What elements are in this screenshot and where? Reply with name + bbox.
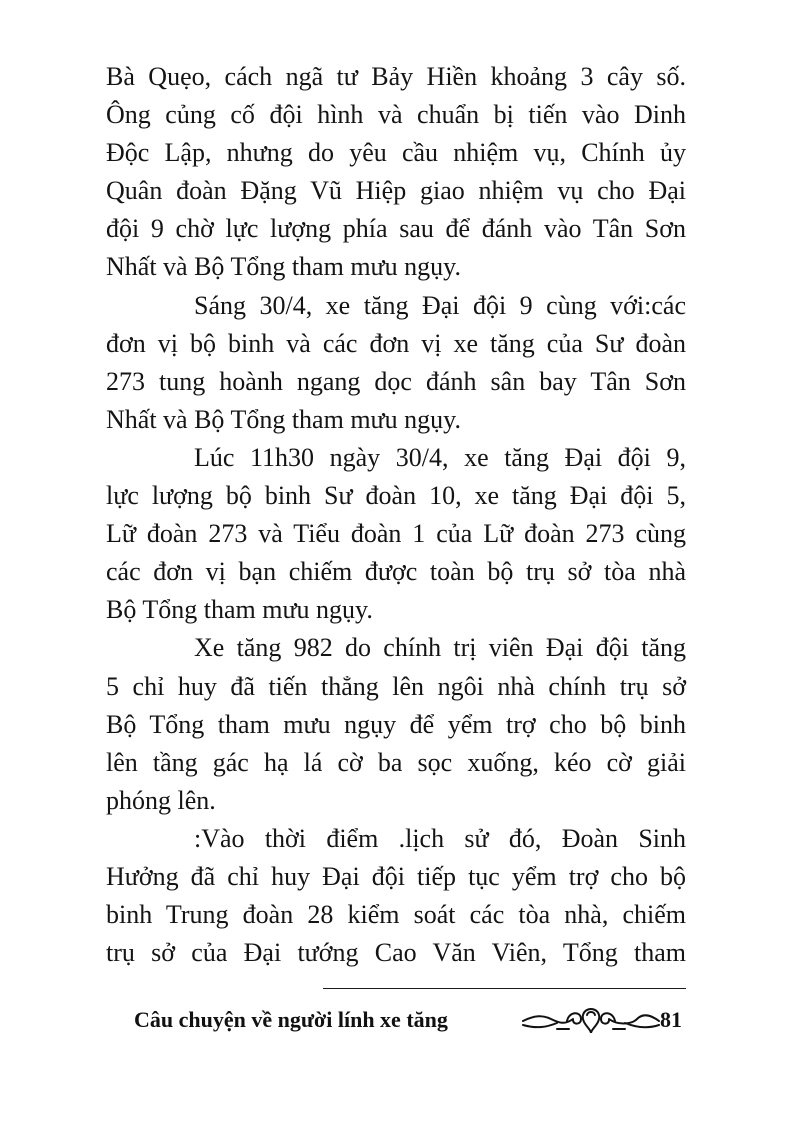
footer-rule <box>323 988 686 989</box>
text-line: lên tầng gác hạ lá cờ ba sọc xuống, kéo cờ giải <box>106 747 686 777</box>
text-line: lực lượng bộ binh Sư đoàn 10, xe tăng Đại đội 5, <box>106 481 686 511</box>
text-line: Bộ Tổng tham mưu ngụy để yểm trợ cho bộ binh <box>106 709 686 739</box>
text-line: :Vào thời điểm .lịch sử đó, Đoàn Sinh <box>194 823 686 853</box>
text-line: 273 tung hoành ngang dọc đánh sân bay Tân Sơn <box>106 366 686 396</box>
text-line: đơn vị bộ binh và các đơn vị xe tăng của Sư đoàn <box>106 328 686 358</box>
text-line: binh Trung đoàn 28 kiểm soát các tòa nhà, chiếm <box>106 900 686 930</box>
text-line: Lúc 11h30 ngày 30/4, xe tăng Đại đội 9, <box>194 442 686 472</box>
decorative-flourish-icon <box>521 1003 661 1039</box>
text-line: Ông củng cố đội hình và chuẩn bị tiến vào Dinh <box>106 100 686 130</box>
text-line: Nhất và Bộ Tổng tham mưu ngụy. <box>106 252 461 282</box>
text-line: Xe tăng 982 do chính trị viên Đại đội tăng <box>194 633 686 663</box>
page-number: 81 <box>660 1007 682 1032</box>
text-line: 5 chỉ huy đã tiến thẳng lên ngôi nhà chính trụ sở <box>106 671 686 701</box>
text-line: đội 9 chờ lực lượng phía sau để đánh vào Tân Sơn <box>106 214 686 244</box>
page-footer <box>134 1003 694 1043</box>
text-line: phóng lên. <box>106 785 216 815</box>
text-line: các đơn vị bạn chiếm được toàn bộ trụ sở tòa nhà <box>106 557 686 587</box>
text-line: Lữ đoàn 273 và Tiểu đoàn 1 của Lữ đoàn 273 cùng <box>106 519 686 549</box>
text-line: Độc Lập, nhưng do yêu cầu nhiệm vụ, Chính ủy <box>106 138 686 168</box>
running-title: Câu chuyện về người lính xe tăng <box>134 1007 448 1032</box>
text-line: Bộ Tổng tham mưu ngụy. <box>106 595 373 625</box>
text-line: trụ sở của Đại tướng Cao Văn Viên, Tổng tham <box>106 938 686 968</box>
body-text <box>106 58 686 972</box>
text-line: Hưởng đã chỉ huy Đại đội tiếp tục yểm trợ cho bộ <box>106 861 686 891</box>
text-line: Bà Quẹo, cách ngã tư Bảy Hiền khoảng 3 cây số. <box>106 62 686 91</box>
text-line: Nhất và Bộ Tổng tham mưu ngụy. <box>106 404 461 434</box>
text-line: Sáng 30/4, xe tăng Đại đội 9 cùng với:các <box>194 290 686 320</box>
text-line: Quân đoàn Đặng Vũ Hiệp giao nhiệm vụ cho Đại <box>106 176 686 206</box>
